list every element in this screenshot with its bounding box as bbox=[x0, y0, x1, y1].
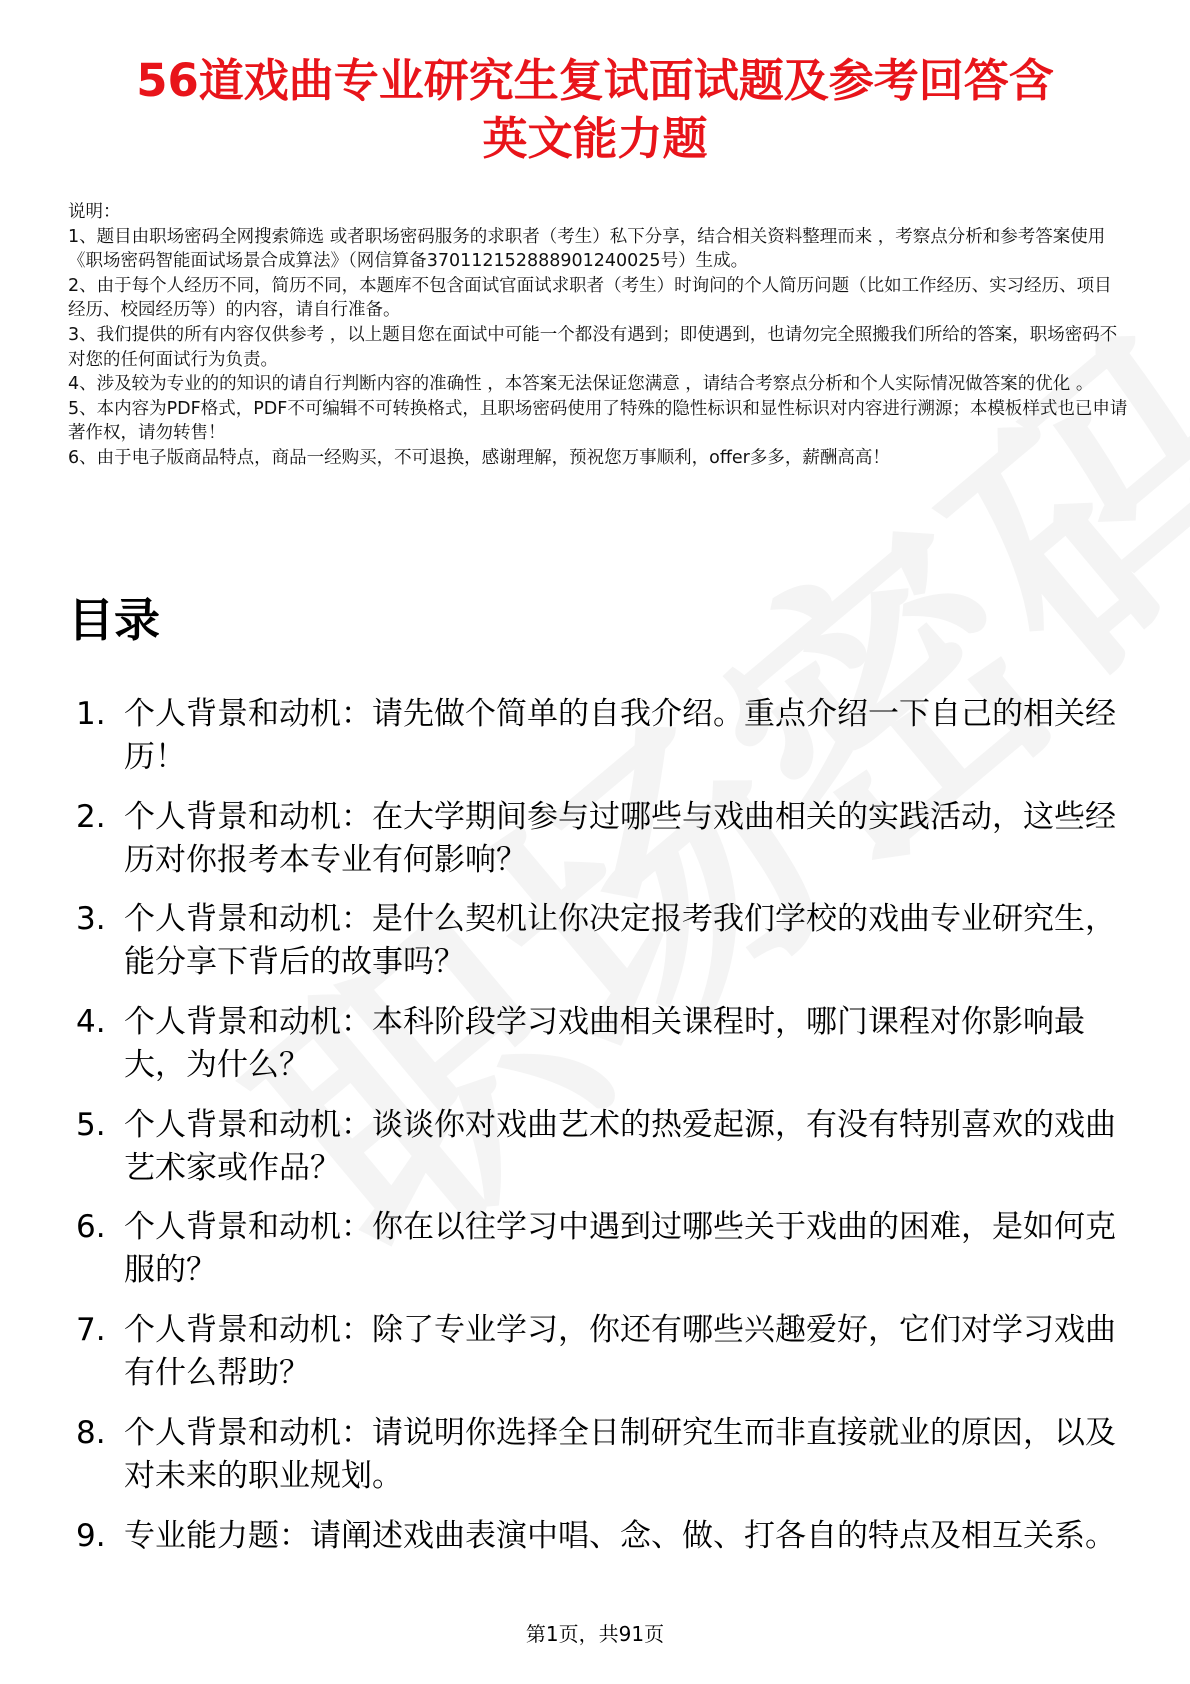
toc-number: 2. bbox=[76, 798, 106, 835]
toc-number: 6. bbox=[76, 1209, 106, 1246]
toc-item[interactable] bbox=[68, 796, 1128, 882]
note-item: 3、我们提供的所有内容仅供参考 ，以上题目您在面试中可能一个都没有遇到；即使遇到，也请勿完全照搬我们所给的答案，职场密码不对您的任何面试行为负责。 bbox=[68, 324, 1118, 370]
toc-item[interactable] bbox=[68, 1515, 1128, 1601]
toc-number: 5. bbox=[76, 1106, 106, 1143]
toc-number: 1. bbox=[76, 696, 106, 732]
note-item: 1、题目由职场密码全网搜索筛选 或者职场密码服务的求职者（考生）私下分享，结合相关资料整理而来 ，考察点分析和参考答案使用《职场密码智能面试场景合成算法》（网信算备370112152888901240025号）生成。 bbox=[68, 226, 1106, 272]
title-line-1: 56道戏曲专业研究生复试面试题及参考回答含 bbox=[136, 54, 1054, 107]
toc-number: 9. bbox=[76, 1517, 106, 1554]
toc-item[interactable] bbox=[68, 1412, 1128, 1498]
document-title bbox=[60, 52, 1130, 168]
toc-number: 4. bbox=[76, 1004, 106, 1041]
notes-heading: 说明： bbox=[68, 202, 121, 222]
toc-text: 个人背景和动机：请说明你选择全日制研究生而非直接就业的原因，以及对未来的职业规划。 bbox=[124, 1414, 1116, 1494]
table-of-contents bbox=[68, 693, 1128, 1617]
page-footer: 第1页，共91页 bbox=[525, 1622, 665, 1646]
toc-item[interactable] bbox=[68, 1001, 1128, 1087]
toc-text: 个人背景和动机：除了专业学习，你还有哪些兴趣爱好，它们对学习戏曲有什么帮助？ bbox=[124, 1312, 1116, 1392]
notes-section bbox=[68, 200, 1128, 471]
toc-text: 个人背景和动机：本科阶段学习戏曲相关课程时，哪门课程对你影响最大，为什么？ bbox=[124, 1004, 1085, 1084]
toc-text: 个人背景和动机：在大学期间参与过哪些与戏曲相关的实践活动，这些经历对你报考本专业有何影响？ bbox=[124, 798, 1116, 878]
toc-item[interactable] bbox=[68, 1206, 1128, 1292]
note-item: 2、由于每个人经历不同，简历不同，本题库不包含面试官面试求职者（考生）时询问的个人简历问题（比如工作经历、实习经历、项目经历、校园经历等）的内容，请自行准备。 bbox=[68, 275, 1112, 321]
note-item: 6、由于电子版商品特点，商品一经购买，不可退换，感谢理解，预祝您万事顺利，offer多多，薪酬高高！ bbox=[68, 447, 890, 468]
toc-number: 8. bbox=[76, 1414, 106, 1451]
toc-item[interactable] bbox=[68, 693, 1128, 779]
toc-heading: 目录 bbox=[68, 593, 160, 647]
toc-number: 3. bbox=[76, 901, 106, 938]
toc-item[interactable] bbox=[68, 898, 1128, 984]
toc-item[interactable] bbox=[68, 1104, 1128, 1190]
toc-item[interactable] bbox=[68, 1309, 1128, 1395]
toc-text: 个人背景和动机：请先做个简单的自我介绍。重点介绍一下自己的相关经历！ bbox=[124, 696, 1116, 775]
toc-number: 7. bbox=[76, 1312, 106, 1349]
title-line-2: 英文能力题 bbox=[482, 112, 708, 165]
note-item: 5、本内容为PDF格式，PDF不可编辑不可转换格式，且职场密码使用了特殊的隐性标识和显性标识对内容进行溯源；本模板样式也已申请著作权，请勿转售！ bbox=[68, 398, 1128, 444]
toc-text: 个人背景和动机：是什么契机让你决定报考我们学校的戏曲专业研究生，能分享下背后的故事吗？ bbox=[124, 901, 1116, 981]
toc-text: 专业能力题：请阐述戏曲表演中唱、念、做、打各自的特点及相互关系。 bbox=[124, 1517, 1116, 1554]
note-item: 4、涉及较为专业的的知识的请自行判断内容的准确性 ，本答案无法保证您满意 ，请结合考察点分析和个人实际情况做答案的优化 。 bbox=[68, 374, 1094, 395]
toc-text: 个人背景和动机：你在以往学习中遇到过哪些关于戏曲的困难，是如何克服的？ bbox=[124, 1209, 1116, 1289]
toc-text: 个人背景和动机：谈谈你对戏曲艺术的热爱起源，有没有特别喜欢的戏曲艺术家或作品？ bbox=[124, 1106, 1116, 1186]
